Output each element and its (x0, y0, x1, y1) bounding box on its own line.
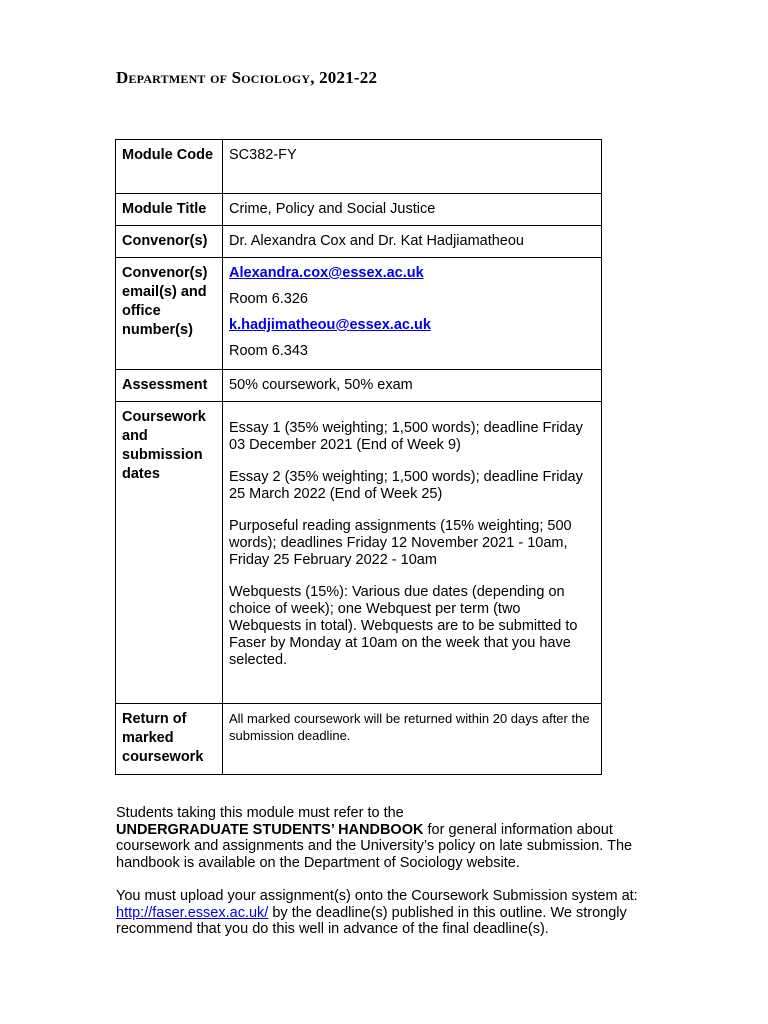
module-info-table (115, 139, 602, 775)
faser-link[interactable]: http://faser.essex.ac.uk/ (116, 904, 269, 921)
room-hadjimatheou: Room 6.343 (229, 343, 308, 359)
convenors-label: Convenor(s) (116, 226, 223, 258)
room-cox: Room 6.326 (229, 291, 308, 307)
email-link-hadjimatheou[interactable]: k.hadjimatheou@essex.ac.uk (229, 317, 431, 333)
submission-paragraph (116, 888, 656, 938)
contacts-label: Convenor(s) email(s) and office number(s) (116, 258, 223, 370)
module-title-label: Module Title (116, 194, 223, 226)
coursework-label: Coursework and submission dates (116, 402, 223, 704)
table-row (116, 226, 602, 258)
return-label: Return of marked coursework (116, 704, 223, 775)
handbook-paragraph (116, 805, 656, 871)
handbook-intro: Students taking this module must refer to the (116, 805, 404, 821)
coursework-item: Webquests (15%): Various due dates (depending on choice of week); one Webquest per term (two Webquests in total). Webquests are to be submitted to Faser by Monday at 10am on the week that you have selected. (229, 584, 578, 668)
return-value: All marked coursework will be returned within 20 days after the submission deadline. (223, 704, 602, 775)
submission-rest: by the deadline(s) published in this outline. We strongly recommend that you do this well in advance of the final deadline(s). (116, 904, 627, 937)
module-title-value: Crime, Policy and Social Justice (223, 194, 602, 226)
module-code-label: Module Code (116, 140, 223, 194)
handbook-title: UNDERGRADUATE STUDENTS’ HANDBOOK (116, 821, 424, 838)
coursework-item: Essay 1 (35% weighting; 1,500 words); deadline Friday 03 December 2021 (End of Week 9) (229, 420, 583, 453)
coursework-item: Essay 2 (35% weighting; 1,500 words); deadline Friday 25 March 2022 (End of Week 25) (229, 469, 583, 502)
coursework-item: Purposeful reading assignments (15% weighting; 500 words); deadlines Friday 12 November 2021 - 10am, Friday 25 February 2022 - 10am (229, 518, 572, 568)
handbook-rest: for general information about coursework and assignments and the University’s policy on late submission. The handbook is available on the Department of Sociology website. (116, 821, 633, 871)
table-row (116, 140, 602, 194)
contacts-cell (223, 258, 602, 370)
table-row (116, 194, 602, 226)
table-row (116, 704, 602, 775)
convenors-value: Dr. Alexandra Cox and Dr. Kat Hadjiamatheou (223, 226, 602, 258)
module-code-value: SC382-FY (223, 140, 602, 194)
assessment-value: 50% coursework, 50% exam (223, 370, 602, 402)
submission-intro: You must upload your assignment(s) onto the Coursework Submission system at: (116, 888, 638, 904)
email-link-cox[interactable]: Alexandra.cox@essex.ac.uk (229, 265, 424, 281)
table-row (116, 402, 602, 704)
table-row (116, 370, 602, 402)
coursework-cell (223, 402, 602, 704)
table-row (116, 258, 602, 370)
assessment-label: Assessment (116, 370, 223, 402)
page-title: Department of Sociology, 2021-22 (116, 68, 378, 87)
